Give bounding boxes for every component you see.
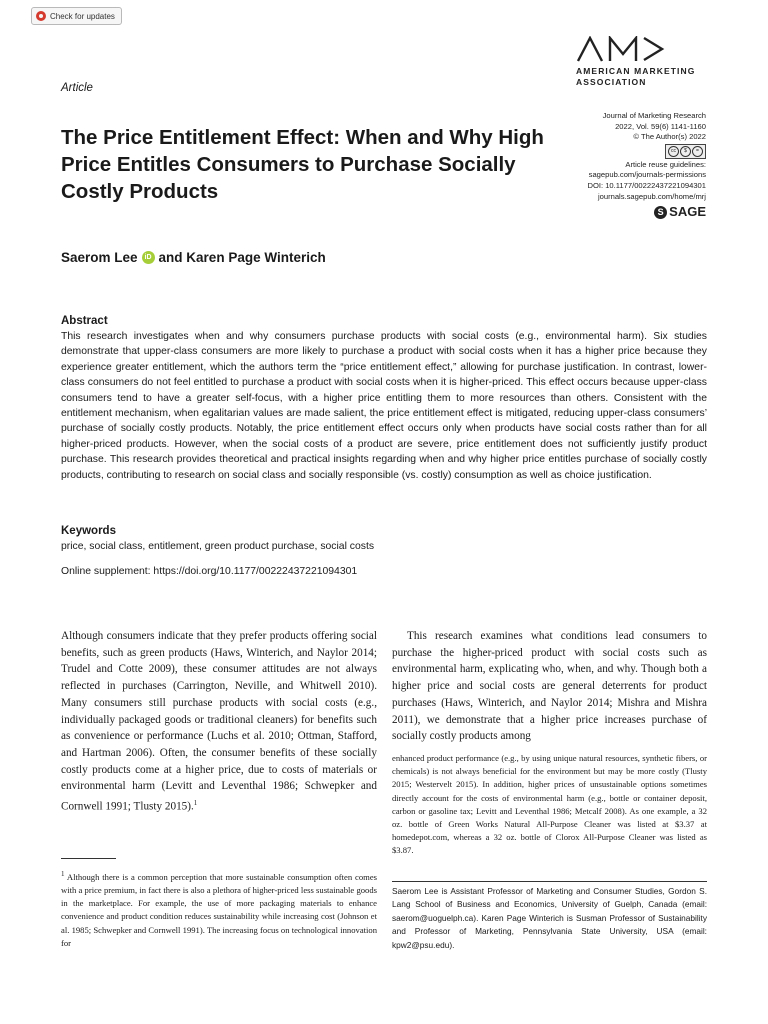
copyright: © The Author(s) 2022 [633, 132, 706, 142]
keywords-section [61, 525, 707, 554]
footnote-paragraph [61, 868, 377, 950]
creative-commons-license-icon[interactable]: cc $ = [665, 144, 706, 159]
check-for-updates-badge[interactable] [31, 7, 122, 25]
sage-logo-text: SAGE [669, 204, 706, 220]
orcid-icon[interactable]: iD [142, 251, 155, 264]
reuse-guidelines-link[interactable]: sagepub.com/journals-permissions [588, 170, 706, 180]
footnote-continued-text: enhanced product performance (e.g., by using unique natural resources, synthetic fibers, or chemicals) is not always beneficial for the environment but may be more costly (Tlusty 2015; Westervelt 2015). In addition, higher prices of unsustainable options sometimes directly account for the costs of environmental harm (e.g., bottle or container deposit, carbon or gasoline tax; Levitt and Leventhal 1986; Metcalf 2008). As one example, a 32 oz. bottle of Green Works Natural All-Purpose Cleaner was listed at $3.37 at homedepot.com, whereas a 32 oz. bottle of Clorox All-Purpose Cleaner was listed as $3.87. [392, 753, 707, 856]
journal-info [506, 111, 706, 219]
body-column-left [61, 628, 377, 815]
reuse-guidelines-label: Article reuse guidelines: [625, 159, 706, 169]
footnote [61, 868, 377, 950]
abstract-heading: Abstract [61, 315, 108, 327]
body-text-left: Although consumers indicate that they prefer products offering social benefits, such as green products (Haws, Winterich, and Naylor 2014; Trudel and Cotte 2009), these consumer attitudes are not always reflected in purchases (Carrington, Neville, and Whitwell 2010). Many consumers still purchase products with social costs (e.g., individually packaged goods or traditional cleaners) for benefits such as convenience or performance (Luchs et al. 2010; Ottman, Stafford, and Hartman 2006). Often, the consumer benefits of these socially costly products come at a higher price, due to costs of materials or environmental harm (Levitt and Leventhal 1986; Schwepker and Cornwell 1991; Tlusty 2015). [61, 630, 377, 813]
author-name-1[interactable]: Saerom Lee [61, 250, 138, 265]
online-supplement-link[interactable]: Online supplement: https://doi.org/10.1177/00222437221094301 [61, 566, 358, 577]
abstract-section [61, 315, 707, 483]
journal-home-link[interactable]: journals.sagepub.com/home/mrj [597, 191, 706, 201]
ama-logo-icon [576, 36, 666, 62]
sage-s-icon: S [654, 206, 667, 219]
author-name-rest[interactable]: and Karen Page Winterich [158, 250, 326, 265]
article-title: The Price Entitlement Effect: When and Why High Price Entitles Consumers to Purchase Socially Costly Products [61, 126, 544, 203]
footnote-text: Although there is a common perception that more sustainable consumption often comes with a price premium, in fact there is also a plethora of higher-priced less sustainable goods in the marketplace. For example, the use of more packaging materials to enhance convenience and product condition reduces sustainability while increasing cost (Johnson et al. 1985; Schwepker and Cornwell 1991). The increasing focus on technological innovation for [61, 871, 377, 948]
publisher-name-line2: ASSOCIATION [576, 77, 647, 87]
body-paragraph-right: This research examines what conditions lead consumers to purchase the higher-priced product with social costs such as environmental harm, explicating who, when, and why. Though both a higher price and social costs are general deterrents for product purchases (Haws, Winterich, and Naylor 2014; Mishra and Mishra 2011), we demonstrate that a higher price increases purchase of socially costly products among [392, 630, 707, 743]
author-affiliation: Saerom Lee is Assistant Professor of Marketing and Consumer Studies, Gordon S. Lang School of Business and Economics, University of Guelph, Canada (email: saerom@uoguelph.ca). Karen Page Winterich is Susman Professor of Sustainability and Professor of Marketing, Pennsylvania State University, USA (email: kpw2@psu.edu). [392, 886, 707, 950]
footnote-marker: 1 [61, 870, 65, 878]
journal-name: Journal of Marketing Research [602, 111, 706, 120]
body-paragraph-left [61, 628, 377, 815]
keywords-heading: Keywords [61, 525, 116, 537]
footnote-reference[interactable]: 1 [193, 799, 198, 808]
footnote-continued [392, 752, 707, 858]
publisher-logo [576, 36, 710, 88]
article-type-label: Article [61, 82, 93, 94]
abstract-text: This research investigates when and why consumers purchase products with social costs (e.g., environmental harm). Six studies demonstrate that upper-class consumers are more likely to purchase a product with social costs when it has a higher price because they experience greater entitlement, which the authors term the “price entitlement effect,” allowing for purchase justification. In contrast, lower-class consumers do not feel entitled to purchase a product with social costs when it is higher-priced. This effect occurs because upper-class consumers tend to have a greater self-focus, with a higher price entitling them to more resources than others. Consistent with the entitlement mechanism, when egalitarian values are made salient, the price entitlement effect is mitigated, reducing upper-class consumers’ purchase of socially costly products. Notably, the price entitlement effect occurs only when products have social costs rather than for all higher-priced products. However, when the social costs of a product are severe, price entitlement does not sufficiently justify product purchase. This research provides theoretical and practical insights regarding when and why higher price entitles purchase of socially costly products, contributing to research on social class and socially responsible (vs. costly) consumption as well as choice justification. [61, 331, 707, 481]
publisher-name [576, 66, 710, 88]
body-column-right [392, 628, 707, 745]
author-line [61, 250, 326, 265]
sage-logo [506, 206, 706, 219]
publisher-name-line1: AMERICAN MARKETING [576, 66, 696, 76]
journal-volume: 2022, Vol. 59(6) 1141-1160 [615, 121, 706, 131]
doi[interactable]: DOI: 10.1177/00222437221094301 [587, 180, 706, 190]
update-icon [36, 11, 46, 21]
keywords-text: price, social class, entitlement, green product purchase, social costs [61, 541, 375, 552]
check-for-updates-label: Check for updates [50, 11, 115, 21]
affiliation-divider [392, 881, 707, 882]
footnote-divider [61, 858, 116, 859]
